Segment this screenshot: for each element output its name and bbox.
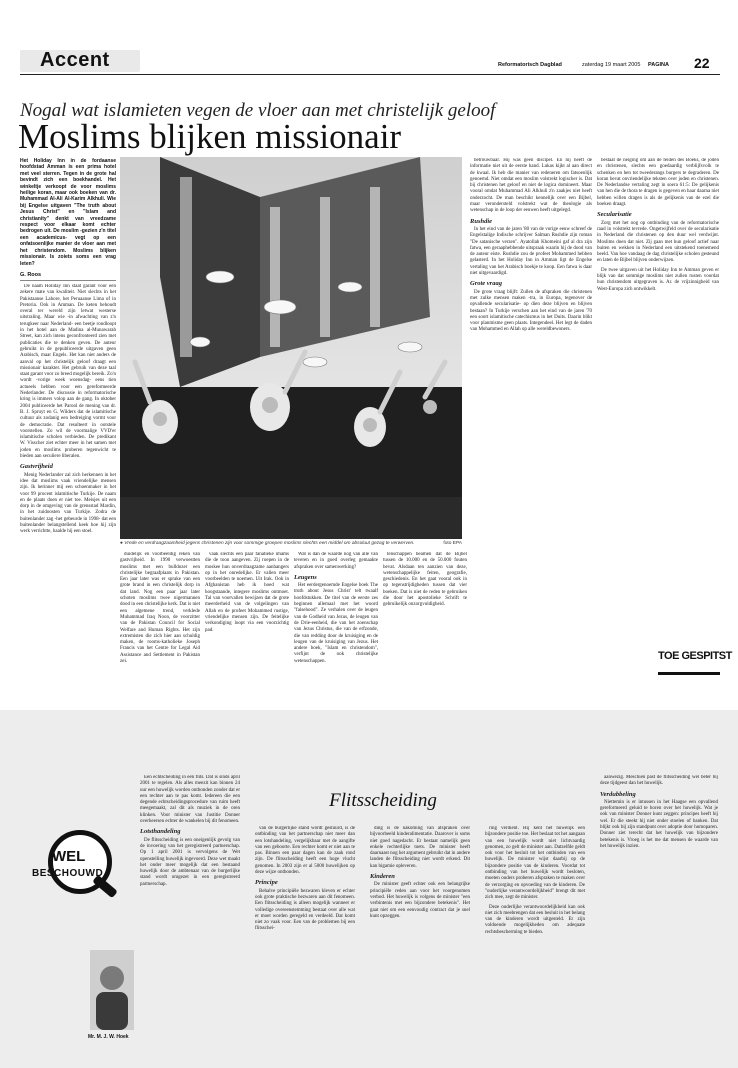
byline: G. Roos <box>20 272 42 278</box>
byline-rule <box>20 280 116 281</box>
caption-bullet-icon: ● <box>120 541 125 546</box>
column-box-col-5 <box>600 775 718 1065</box>
page-number: 22 <box>694 55 710 71</box>
box-col-4-tail: Deze ouderlijke verantwoordelijkheid kan ook niet zich meebrengen dat een besluit in het belang van de kinderen wordt uitgesteld. Er zijn voldoende mogelijkheden om adequate rechtsbescherming te bieden. <box>485 904 585 935</box>
column-2-body: duidelijk en voorbeeldig reken van gastvrijheid. In 1990 verwoestten moslims met een bulldozer een christelijke begraafplaats in Pakistan. Een jaar later was er sprake van een grote brand in een christelijk dorp in dat land. Nog een paar jaar later schoten moslims twee nigermannen dood in een christelijke kerk. Dat is niet een algemene trend, verklede Muhammad Iraq Noon, de voorzitter van de Pakistan Council for Social Welfare and Human Rights. Het zijn extremisten die zich hier aan schuldig maken, de rooms-katholieke Joseph Francis van het Centre for Legal Aid Assistance and Settlement in Pakistan zei. <box>120 552 200 665</box>
subhead-verdubbeling: Verdubbeling <box>600 790 636 798</box>
column-box-col-1 <box>140 775 240 1065</box>
article-column-4 <box>294 552 378 700</box>
paper-name: Reformatorisch Dagblad <box>498 62 562 68</box>
subhead-rushdie: Rushdie <box>470 217 493 225</box>
article-kicker: Nogal wat islamieten vegen de vloer aan met christelijk geloof <box>20 100 496 121</box>
box-col-2-body: van de burgerlijke stand wordt gestuurd, is de ontbinding van het partnerschap niet meer dan een lotshandeling, vergelijkbaar met de aangifte van een geboorte. Een rechter komt er niet aan te pas. Binnen een paar dagen kan de zaak rond zijn. De flitsscheiding heeft een hoge vlucht genomen. In 2003 zijn er al 5000 huwelijken op deze wijze ontbonden. <box>255 826 355 876</box>
caption-text: Vrede en verdraagzaamheid jegens christenen zijn voor sommige groepen moslims slechts een middel om absoluut gezag te verwerven. <box>124 541 415 546</box>
photo-credit: foto EPA <box>443 541 462 546</box>
column-7-body: bestaat de neiging om aan de feiden des Boeks, de joden en christenen, slechts een goedaardig verblijfsvolk te schenken en hen tot tweederangs burgers te degraderen. De koran bevat onvriendelijke teksten over joden en christenen. De Nederlandse vertaling zegt in soera 61:5: De gelijkenis van hen die de thora te dragen is gegeven en haar daarna niet hebben willen dragen is als de gelijkenis van de ezel die boeken draagt. <box>597 158 719 208</box>
article-column-7 <box>597 158 719 636</box>
column-box-col-2 <box>255 826 355 1066</box>
toegespitst-label: TOE GESPITST <box>658 650 732 662</box>
subhead-leugens: Leugens <box>294 573 317 581</box>
author-silhouette <box>90 950 134 1030</box>
box-col-5-body: aanwezig. Meschien past de flitsscheiding wel beter bij deze tijdgeest dan het huwelijk. <box>600 775 718 787</box>
subhead-secularisatie: Secularisatie <box>597 211 632 219</box>
page-label: PAGINA <box>648 62 669 68</box>
column-5-sub-body: In het eind van de jaren '80 van de vorige eeuw schreef de Engelstalige Indische schrijver Salman Rushdie zijn roman "De satanische verzen". Ayatollah Khomeini gaf al dra zijn fatwa, een geraaphebbende uitspraak waarin hij de dood van de auteur eiste. Rushdie zou de profeet Mohammed hebben gelasterd. In het Holiday Inn in Amman ligt de Engelse vertaling van het Arabisch boekje te koop. Een fatwa is daar niet uitgevaardigd. <box>470 226 592 277</box>
rubriek-label-bottom: BESCHOUWD <box>32 868 104 879</box>
toegespitst-badge <box>658 650 732 675</box>
subhead-grote-vraag: Grote vraag <box>470 280 502 288</box>
subhead-lotsthandeling: Lotsthandeling <box>140 828 181 836</box>
box-col-1-sub-body: De flitsscheiding is een oneigenlijk gevolg van de invoering van het geregistreerd partnerschap. Op 1 april 2001 is vervolgens de Wet openstelling huwelijk ingevoerd. Deze wet maakt het onder meer mogelijk dat een bestaand huwelijk door de ambtenaar van de burgerlijke stand wordt omgezet in een geregistreerd partnerschap. <box>140 837 240 887</box>
column-5-body: betrouwbaar. Hij was geen discipel. En hij heeft de informatie niet uit de eerste hand. Lukas kijkt al aan direct de kwaal. Ik heb die manier van redeneren om fatsoenlijk genoemd. Niet omdat een moslim volstrekt logischer is. Dat bij christenen het geloof en niet de logica domineert. Maar vooral omdat Muhammad Ali Alkhuli z'n zaakjes niet heeft onderzocht. De man beschikt kennelijk over een Bijbel, maar verondersteld volstrekt wat de theologie als wetenschap in de loop der eeuwen heeft uitgelegd. <box>470 158 592 214</box>
column-6-body: tenschappen beamen dat de Bijbel tussen de 10.000 en de 50.000 fouten bevat. Alsdaan ten aanzien van deze, wetenschappelijke feiten, geografie, geschiedenis. En het gaat vooral ook in op tegenstrijdigheden tussen dat vier boeken. Dat is niet de reden te gebruiken die door het apostolieke Schrift te gebruikelijk onzorgvuldigheid. <box>383 552 467 608</box>
column-1-body: De naam Holiday Inn staat garant voor een zekere mate van kwaliteit. Niet slechts in het Pakistaanse Lahore, het Peruaanse Lima of in Pretoria. Ook in Amman. De keten behoudt overal ter wereld zijn letwat westerse uitstraling. Maar wie -in afwachting van z'n terugkeer naar Nederland- een beetje rondloopt in het hotel aan de Madina al-Munawarah Street, kan zich intens geconfronteerd zien met publicaties die te denken geven. De auteur gebruikt in de gepubliceerde uitgaven geen Arabisch, maar Engels. Het kan niet anders de aanval op het christelijk geloof draagt een missionair karakter. Het gebruik van deze taal staat garant voor zo breed mogelijk bereik. Zo'n wordt -vorige week woensdag- eens tien actueels hebben voor een gereformeerde Nederlander. De discussie in reformatorische kring is immers volop aan de gang. In oktober 2004 publiceerde het Parool de mening van dr. B. J. Spruyt en G. Wilders dat de islamitische cultuur als zodanig een bedreiging vormt voor de democratie. Dat resulteert in ootstele voorstellen. Zo wil de voormalige VVD'er islamitische scholen verbieden. De predikant W. Visscher ziet echter meer in het samen met joden en moslims proberen tegenwicht te bieden aan seculiere liberalen. <box>20 284 116 460</box>
author-name: Mr. M. J. W. Hoek <box>88 1034 129 1040</box>
photo-illustration <box>120 157 462 539</box>
author-portrait <box>90 950 134 1030</box>
rubriek-label-top: WEL <box>52 848 86 865</box>
box-col-4-body: ring verdient. Hij kent het huwelijk een bijzondere positie toe. Het beslaat tot het aangaan van een huwelijk wordt niet lichtvaardig genomen, zo gelt de minister aan. Datzelfde geldt ook voor het besluit tot het ontbinden van een huwelijk. De minister wijst daarbij op de bijzondere positie van de kinderen. Voordat tot ontbinding van het huwelijk wordt besloten, moeten ouders proberen afspraken te maken over de verzorging en opvoeding van de kinderen. De "ouderlijke verantwoordelijkheid" brengt dit met zich mee, zegt de minister. <box>485 826 585 901</box>
article-column-5 <box>470 158 592 700</box>
article-column-6 <box>383 552 467 700</box>
column-7-tail: De twee uitgaven uit het Holiday Inn te Amman geven er blijk van dat sommige moslims niet zullen rusten voordat hun christendom uitgegraven is. Ar. de vrijzinnigheid van West-Europa zich ontwikkelt. <box>597 267 719 292</box>
article-column-1 <box>20 284 116 700</box>
box-col-2-sub-body: Behalve principiële bezwaren kleven er echter ook grote praktische bezwaren aan dit fenomeen. Een flitsscheiding is alleen mogelijk wanneer er volledige overeenstemming bestaat over alle wat er moet worden geregeld en verdeeld. Dat komt niet zo vaak voor. Een van de problemen bij een flitsschei- <box>255 888 355 932</box>
column-6-sub-body: De grote vraag blijft: Zullen de afspraken die christenen met zulke mensen maken -tra, in Europa, tegenover de opvallende secularisatie- op dien deze blijven en blijven bestaan? In Turkije verschen aan het eind van de jaren '70 een soort islamitische catechismus in het Duits. Daarin blikt voor planmisme geen plaats. Integendeel. Het legt de daden van Mohammed en Allah op alle wereldbewoners. <box>470 289 592 333</box>
column-1-sub-body: Menig Nederlander zal zich herkennen in het idee dat moslims vaak vriendelijke mensen zijn. Ik herinner mij een schoenmaker in het voor 99 procent islamitische Turkije. De naam en de plaats doen er niet toe. Meisjes uit een dorp in de omgeving van de grensstad Mardin, in het zuidoosten van Turkije. Zodra de buitenlander zag -het gebeurde in 1998- dat een buitenlander belangstellend keek hoe hij zijn werk verrichtte, haalde hij een stoel. <box>20 472 116 535</box>
main-photo <box>120 157 462 539</box>
column-title: Flitsscheiding <box>329 790 437 811</box>
column-box-col-3 <box>370 826 470 1066</box>
rubriek-logo <box>30 830 130 910</box>
article-headline: Moslims blijken missionair <box>18 117 402 156</box>
subhead-principe: Principe <box>255 879 278 887</box>
article-column-2 <box>120 552 200 700</box>
section-label: Accent <box>40 49 110 71</box>
subhead-kinderen: Kinderen <box>370 873 395 881</box>
article-column-3 <box>205 552 289 700</box>
box-col-3-body: ding is de nakoming van afspraken over bijvoorbeeld kinderalimentatie. Daarover is soms niet goed nagedacht. Er bestaat namelijk geen enkele rechterlijke toets. De minister heeft daarnaast nog het argument gebruikt dat in andere landen de flitsscheiding niet wordt erkend. Dit kan bigamie opleveren. <box>370 826 470 869</box>
column-4-sub-body: Het eerdergenoemde Engelse boek The truth about Jesus Christ' telt twaalf hoofdstukken. De titel van de eerste zes beginnen allemaal met het woord "falsehood". Ze verhalen over de leugen van de Godheid van Jezus, de leugen van de Drie-eenheid, die van het zoenschap van Jezus Christus, die van de erfzonde, die van redding door de kruisiging en de leugen van de kruisiging van Jezus. Het andere boek, "Islam en christendom", verfijnt de ook christelijke wetenschappen. <box>294 583 378 664</box>
column-box-col-4 <box>485 826 585 1066</box>
page-header <box>0 0 738 76</box>
header-rule <box>20 74 720 75</box>
box-col-5-sub-body: Niettemin is er intussen in het Haagse een opvallend gereformeerd geluid te horen over het huwelijk. Wat je ook van minister Donner kunt zeggen: principes heeft hij wel. Er die steekt hij niet onder stoelen of banken. Dat blijkt ook bij zijn standpunt over adoptie door homoparen. Donner ziet terecht dat het huwelijk van bijzondere betekenis is. Vroeg is het me dat mensen de waarde van het huwelijk inzien. <box>600 799 718 849</box>
box-col-1-body: Een echtscheiding in een flits. Dat is sinds april 2001 te regelen. Als alles meezit kan binnen 24 uur een huwelijk worden ontbonden zonder dat er een rechter aan te pas komt. Iedereen die een degende echtscheidingsprocedure van ruim heeft meegemaakt, zal dit als muziek in de oren klinken. Voor minister van Justitie Donner overheersen echter de wankelen bij dit fenomeen. <box>140 775 240 825</box>
issue-date: zaterdag 19 maart 2005 <box>582 62 641 68</box>
article-lead: Het Holiday Inn in de fordaanse hoofdstad Amman is een prima hotel met veel sterren. Tegen in de grote hal bevindt zich een boekhandel. Het winkeltje verkoopt de voor moslims heilige koran, maar ook boeken van dr. Muhammad Al-Ali Al-Karim Alkhuli. Wie bij Engelse uitgaven "The truth about Jesus Christ" en "Islam and christianity" denkt van vreedzame respect voor elkaar komt echter bedrogen uit. De moslim -gezien z'n titel een academicus- vegt op een onfatsoenlijke manier de vloer aan met het christendom. Moslims blijken missionair. Is zoiets soms een vrag leten? <box>20 158 116 267</box>
column-3-body: vaak slechts een paar fanatieke imams die de toon aangeven. Zij roepen in de moskee hun onverdraagzame aanhangers op in het onredelijke. Er vallen meer voorbeelden te noemen. Uit Irak. Ook in Afghanistan heb ik hoed wat hoogstaande, integere moslims ontmoet. Tal van voorvallen bewijzen dat de grote meerderheid van de volgelingen van Allah en de profeet Mohammed rustige, vriendelijke mensen zijn. De feitelijke verkondiging loopt via een voorzichtig pad. <box>205 552 289 633</box>
box-col-3-sub-body: De minister geeft echter ook een belangrijke principiële reden aan voor het voorgenomen verbod. Het huwelijk is volgens de minister "een verbintenis met een bijzondere betekenis". Het gaat niet om een eenvoudig contract dat je snel kunt opzeggen. <box>370 882 470 919</box>
column-7-sub-body: Zorg met het oog op ontbinding van de reformatorische raad in volstrekt tevrede. Ongetwijfeld over de secularisatie in Nederland die christenen op den duur wel verdwijnt. Moslims doen dat niet. Zij gaan met hun geloof actief naar buiten en wekken in Nederland een uitstekend toenemend beeld. Van hoe vandaag de dag christelijke scholen gesteund en laten de Bijbel blijven onderwijzen. <box>597 220 719 264</box>
subhead-gastvrijheid: Gastvrijheid <box>20 463 53 471</box>
photo-caption <box>120 541 462 546</box>
column-4-body: Wat is dan de waarde nog van alle van teveren en in goed overleg gemaakte afspraken over samenwerking? <box>294 552 378 570</box>
